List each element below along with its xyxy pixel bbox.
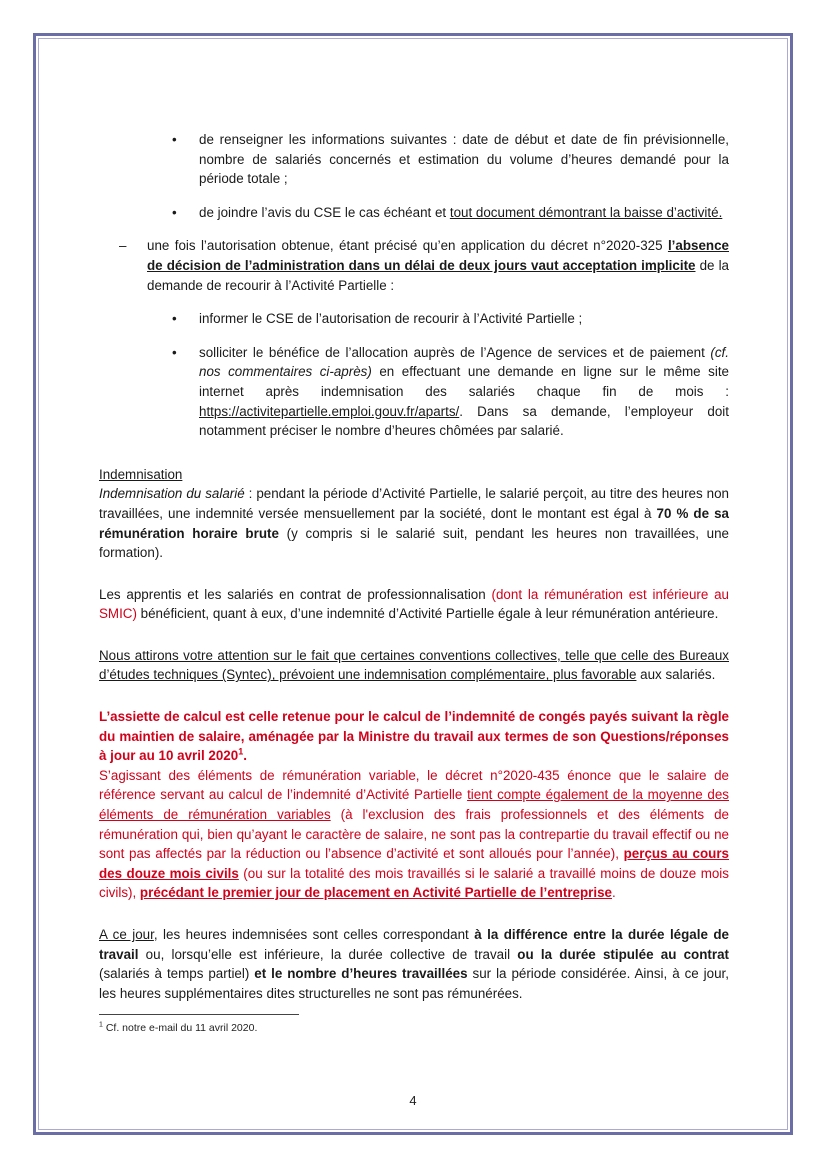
bold-text: et le nombre d’heures travaillées — [254, 966, 468, 982]
section-indemnisation — [99, 465, 729, 1004]
paragraph — [99, 646, 729, 685]
text-run: , les heures indemnisées sont celles correspondant — [153, 927, 475, 942]
text-run: Les apprentis et les salariés en contrat de professionnalisation — [99, 586, 492, 602]
footnote-separator — [99, 1014, 299, 1015]
text-run: (salariés à temps partiel) — [99, 966, 255, 982]
heading-text: Indemnisation — [99, 466, 183, 482]
section-heading — [99, 465, 729, 485]
underlined-text: tout document démontrant la baisse d’activité. — [449, 204, 723, 220]
page-number: 4 — [409, 1093, 417, 1108]
footnote-number: 1 — [99, 1021, 103, 1029]
paragraph — [99, 585, 729, 624]
underlined-text: Nous attirons votre attention sur le fait que certaines conventions collectives, telle que celle des Bureaux d’études techniques (Syntec), prévoient une indemnisation complémentaire, plus favorable — [99, 647, 729, 683]
list-item-text: informer le CSE de l’autorisation de recourir à l’Activité Partielle ; — [199, 311, 583, 327]
italic-text: Indemnisation du salarié — [99, 486, 245, 502]
list-item — [99, 130, 729, 189]
bullet-icon: • — [172, 344, 177, 360]
text-run: (à l'exclusion des frais professionnels et des éléments de rémunération qui, bien qu’ayant le caractère de salaire, ne sont pas la contrepartie du travail effectif ou ne sont pas affectés par la réduction ou l’absence d’activité et sont alloués pour l’année), — [99, 807, 729, 862]
bold-text: ou la durée stipulée au contrat — [517, 946, 729, 962]
text-run: (ou sur la totalité des mois travaillés si le salarié a travaillé moins de douze mois civils), — [99, 865, 729, 901]
bold-underlined-text: l’absence de décision de l’administration dans un délai de deux jours vaut acceptation implicite — [147, 238, 729, 273]
text-run: une fois l’autorisation obtenue, étant précisé qu’en application du décret n°2020-325 — [147, 238, 668, 254]
list-item — [99, 343, 729, 441]
url-link[interactable]: https://activitepartielle.emploi.gouv.fr/aparts/ — [199, 403, 460, 419]
list-item-text — [199, 343, 729, 441]
text-run: S’agissant des éléments de rémunération variable, le décret n°2020-435 énonce que le salaire de référence servant au calcul de l’indemnité d’Activité Partielle — [99, 767, 729, 803]
text-run: solliciter le bénéfice de l’allocation auprès de l’Agence de services et de paiement — [199, 344, 711, 360]
text-run: . — [612, 885, 616, 901]
bold-underlined-text: précédant le premier jour de placement en Activité Partielle de l’entreprise — [139, 885, 612, 901]
text-run: de joindre l’avis du CSE le cas échéant et — [199, 204, 450, 220]
bold-underlined-text: perçus au cours des douze mois civils — [99, 846, 729, 881]
bold-red-text: L’assiette de calcul est celle retenue pour le calcul de l’indemnité de congés payés suivant la règle du maintien de salaire, aménagée par la Ministre du travail aux termes de son Questions/réponses à jour au 10 avril 2020 — [99, 709, 729, 764]
footnote-text: Cf. notre e-mail du 11 avril 2020. — [102, 1022, 258, 1034]
footnote-ref[interactable]: 1 — [238, 746, 244, 757]
list-item-text: de renseigner les informations suivantes : date de début et date de fin prévisionnelle, nombre de salariés concernés et estimation du volume d’heures demandé pour la période totale ; — [199, 132, 729, 187]
bullet-icon: • — [172, 204, 177, 220]
text-run: bénéficient, quant à eux, d’une indemnité d’Activité Partielle égale à leur rémunération antérieure. — [136, 606, 719, 622]
list-item-text — [199, 203, 729, 223]
footnote — [99, 1022, 257, 1034]
bullet-icon: • — [172, 311, 177, 327]
paragraph — [99, 766, 729, 903]
red-text: (dont la rémunération est inférieure au SMIC) — [99, 586, 730, 622]
text-run: en effectuant une demande en ligne sur le même site internet après indemnisation des salariés chaque fin de mois : — [199, 364, 729, 399]
italic-text: (cf. nos commentaires ci-après) — [199, 344, 729, 380]
underlined-text: tient compte également de la moyenne des éléments de rémunération variables — [99, 787, 729, 823]
text-run: aux salariés. — [636, 667, 716, 683]
page-content — [99, 130, 729, 1003]
underlined-text: A ce jour — [99, 927, 154, 942]
text-run: (y compris si le salarié suit, pendant les heures non travaillées, une formation). — [99, 525, 730, 561]
bullet-icon: • — [172, 132, 177, 147]
paragraph — [99, 484, 729, 562]
bold-text: 70 % de sa rémunération horaire brute — [99, 505, 729, 541]
list-item — [99, 309, 729, 329]
text-run: : pendant la période d’Activité Partielle, le salarié perçoit, au titre des heures non travaillées, une indemnité versée mensuellement par la société, dont le montant est égal à — [99, 486, 729, 521]
text-run: . — [243, 748, 247, 764]
text-run: ou, lorsqu’elle est inférieure, la durée collective de travail — [138, 946, 518, 962]
list-item — [99, 236, 729, 295]
dash-icon: – — [119, 238, 127, 254]
text-run: . Dans sa demande, l’employeur doit notamment préciser le nombre d’heures chômées par salarié. — [199, 403, 729, 439]
list-item — [99, 203, 729, 223]
paragraph — [99, 707, 729, 766]
text-run: de la demande de recourir à l’Activité Partielle : — [147, 257, 729, 293]
bold-text: à la différence entre la durée légale de travail — [99, 927, 730, 962]
text-run: sur la période considérée. Ainsi, à ce jour, les heures supplémentaires dites structurelles ne sont pas rémunérées. — [99, 966, 729, 1001]
list-item-text — [147, 236, 729, 295]
paragraph — [99, 925, 729, 1003]
